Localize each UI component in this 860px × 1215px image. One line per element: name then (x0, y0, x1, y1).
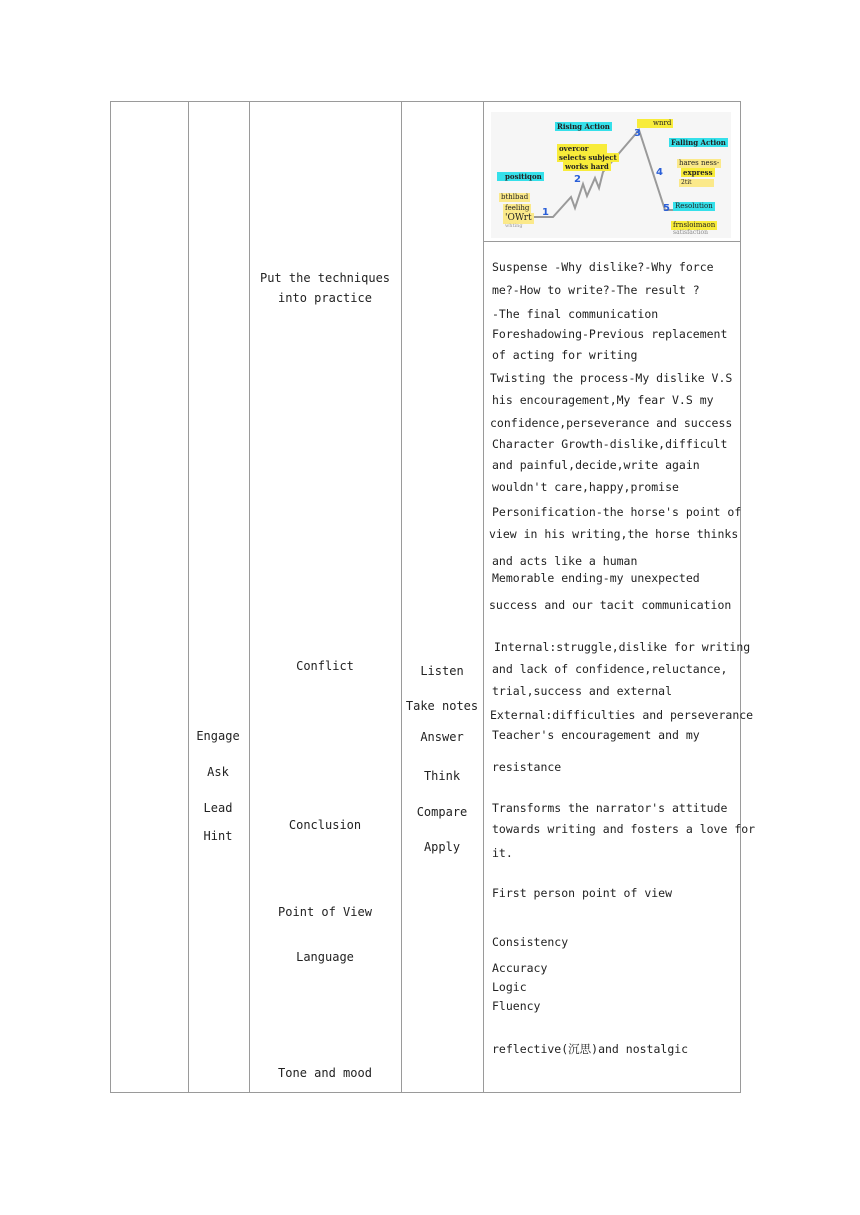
note-falling-2: express (683, 168, 713, 177)
col-divider (188, 102, 189, 1092)
content-line: Personification-the horse's point of (492, 505, 742, 519)
content-line: Consistency (492, 935, 569, 949)
content-line: and painful,decide,write again (492, 458, 700, 472)
content-line: Teacher's encouragement and my (492, 728, 700, 742)
content-line: Suspense -Why dislike?-Why force (492, 260, 714, 274)
step-language: Language (296, 950, 354, 964)
plot-point-2: 2 (574, 174, 581, 185)
content-line: Memorable ending-my unexpected (492, 571, 700, 585)
step-practice-line1: Put the techniques (259, 271, 391, 285)
note-falling-1: hares ness- (679, 159, 720, 167)
content-line: reflective(沉思)and nostalgic (492, 1042, 689, 1056)
method-hint: Hint (203, 829, 233, 843)
plot-point-3: 3 (634, 128, 641, 139)
activity-apply: Apply (423, 840, 461, 854)
note-overcome-2: selects subject (559, 153, 617, 162)
lesson-table (110, 101, 741, 1093)
content-line: Character Growth-dislike,difficult (492, 437, 728, 451)
label-falling-action: Falling Action (671, 138, 726, 147)
step-practice-line2: into practice (278, 291, 372, 305)
row-divider (484, 241, 740, 242)
step-point-of-view: Point of View (278, 905, 372, 919)
note-falling-3: 2tit (679, 179, 714, 187)
label-rising-action: Rising Action (557, 122, 610, 131)
note-overcome-1: overcor (557, 144, 607, 153)
method-engage: Engage (196, 729, 240, 743)
content-line: towards writing and fosters a love for (492, 822, 756, 836)
label-resolution: Resolution (675, 202, 713, 210)
activity-compare: Compare (416, 805, 468, 819)
note-resolution-1: frnsloimaon (673, 221, 716, 229)
plot-point-1: 1 (542, 207, 549, 218)
activity-listen: Listen (420, 664, 464, 678)
content-line: External:difficulties and perseverance (490, 708, 754, 722)
step-conflict: Conflict (296, 659, 354, 673)
content-line: and acts like a human (492, 554, 638, 568)
content-line: trial,success and external (492, 684, 673, 698)
plot-point-4: 4 (656, 167, 663, 178)
content-line: confidence,perseverance and success (490, 416, 733, 430)
note-feel-4: whting (505, 223, 523, 229)
step-tone: Tone and mood (278, 1066, 372, 1080)
note-feel-1: bthlbad (501, 193, 529, 201)
content-line: me?-How to write?-The result ? (492, 283, 700, 297)
content-line: Internal:struggle,dislike for writing (494, 640, 751, 654)
content-line: of acting for writing (492, 348, 638, 362)
note-position: positiqon (497, 172, 544, 181)
content-line: Foreshadowing-Previous replacement (492, 327, 728, 341)
content-line: Logic (492, 980, 527, 994)
plot-diagram (491, 112, 731, 238)
activity-take-notes: Take notes (405, 699, 479, 713)
plot-point-5: 5 (663, 203, 670, 214)
note-feel-3: 'OWrt (505, 213, 532, 223)
content-line: resistance (492, 760, 562, 774)
col-divider (249, 102, 250, 1092)
content-line: and lack of confidence,reluctance, (492, 662, 728, 676)
content-line: his encouragement,My fear V.S my (492, 393, 714, 407)
note-feel-2: feelihg (505, 204, 530, 212)
content-line: Transforms the narrator's attitude (492, 801, 728, 815)
note-overcome-3: works hard (565, 162, 609, 171)
content-line: it. (492, 846, 513, 860)
content-line: Fluency (492, 999, 541, 1013)
content-line: First person point of view (492, 886, 673, 900)
activity-answer: Answer (420, 730, 464, 744)
method-lead: Lead (203, 801, 233, 815)
content-line: Twisting the process-My dislike V.S (490, 371, 733, 385)
col-divider (401, 102, 402, 1092)
activity-think: Think (423, 769, 461, 783)
content-line: wouldn't care,happy,promise (492, 480, 679, 494)
step-conclusion: Conclusion (288, 818, 362, 832)
method-ask: Ask (207, 765, 229, 779)
note-resolution-2: satisfaction (673, 229, 709, 236)
content-line: -The final communication (492, 307, 659, 321)
col-divider (483, 102, 484, 1092)
content-line: Accuracy (492, 961, 548, 975)
content-line: view in his writing,the horse thinks (489, 527, 739, 541)
content-line: success and our tacit communication (489, 598, 732, 612)
note-climax: wnrd (637, 119, 673, 128)
